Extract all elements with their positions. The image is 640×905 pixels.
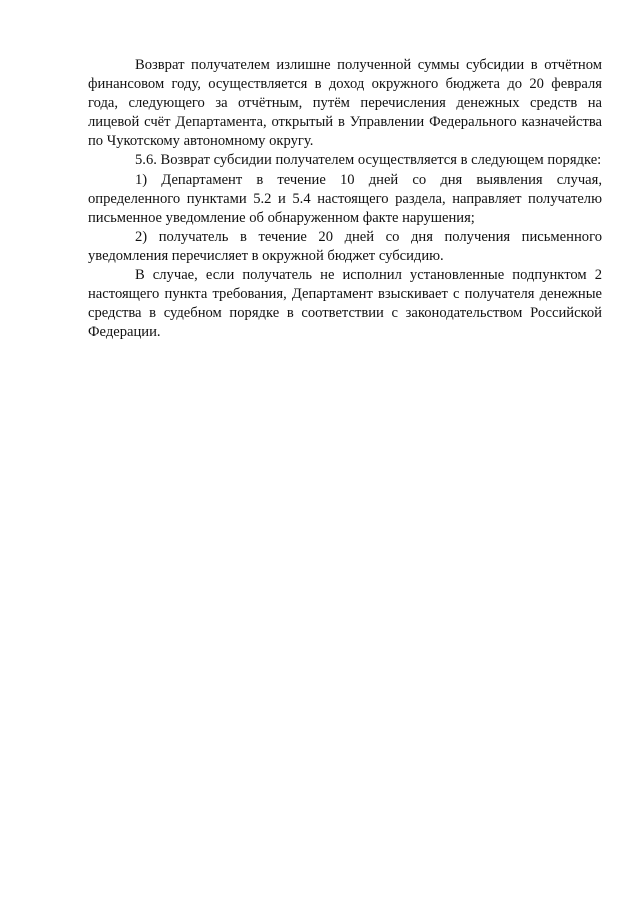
paragraph-5-6-refund-procedure: 5.6. Возврат субсидии получателем осуществляется в следующем порядке: — [135, 152, 602, 169]
document-body — [88, 56, 602, 342]
paragraph-item-1-notification: 1) Департамент в течение 10 дней со дня выявления случая, определенного пунктами 5.2 и 5.4 настоящего раздела, направляет получателю письменное уведомление об обнаруженном факте нарушения; — [88, 171, 602, 226]
paragraph-refund-excess: Возврат получателем излишне полученной суммы субсидии в отчётном финансовом году, осуществляется в доход окружного бюджета до 20 февраля года, следующего за отчётным, путём перечисления денежных средств на лицевой счёт Департамента, открытый в Управлении Федерального казначейства по Чукотскому автономному округу. — [88, 57, 602, 150]
paragraph-court-recovery: В случае, если получатель не исполнил установленные подпунктом 2 настоящего пункта требования, Департамент взыскивает с получателя денежные средства в судебном порядке в соответствии с законодательством Российской Федерации. — [88, 267, 602, 341]
paragraph-item-2-transfer: 2) получатель в течение 20 дней со дня получения письменного уведомления перечисляет в окружной бюджет субсидию. — [88, 228, 602, 264]
